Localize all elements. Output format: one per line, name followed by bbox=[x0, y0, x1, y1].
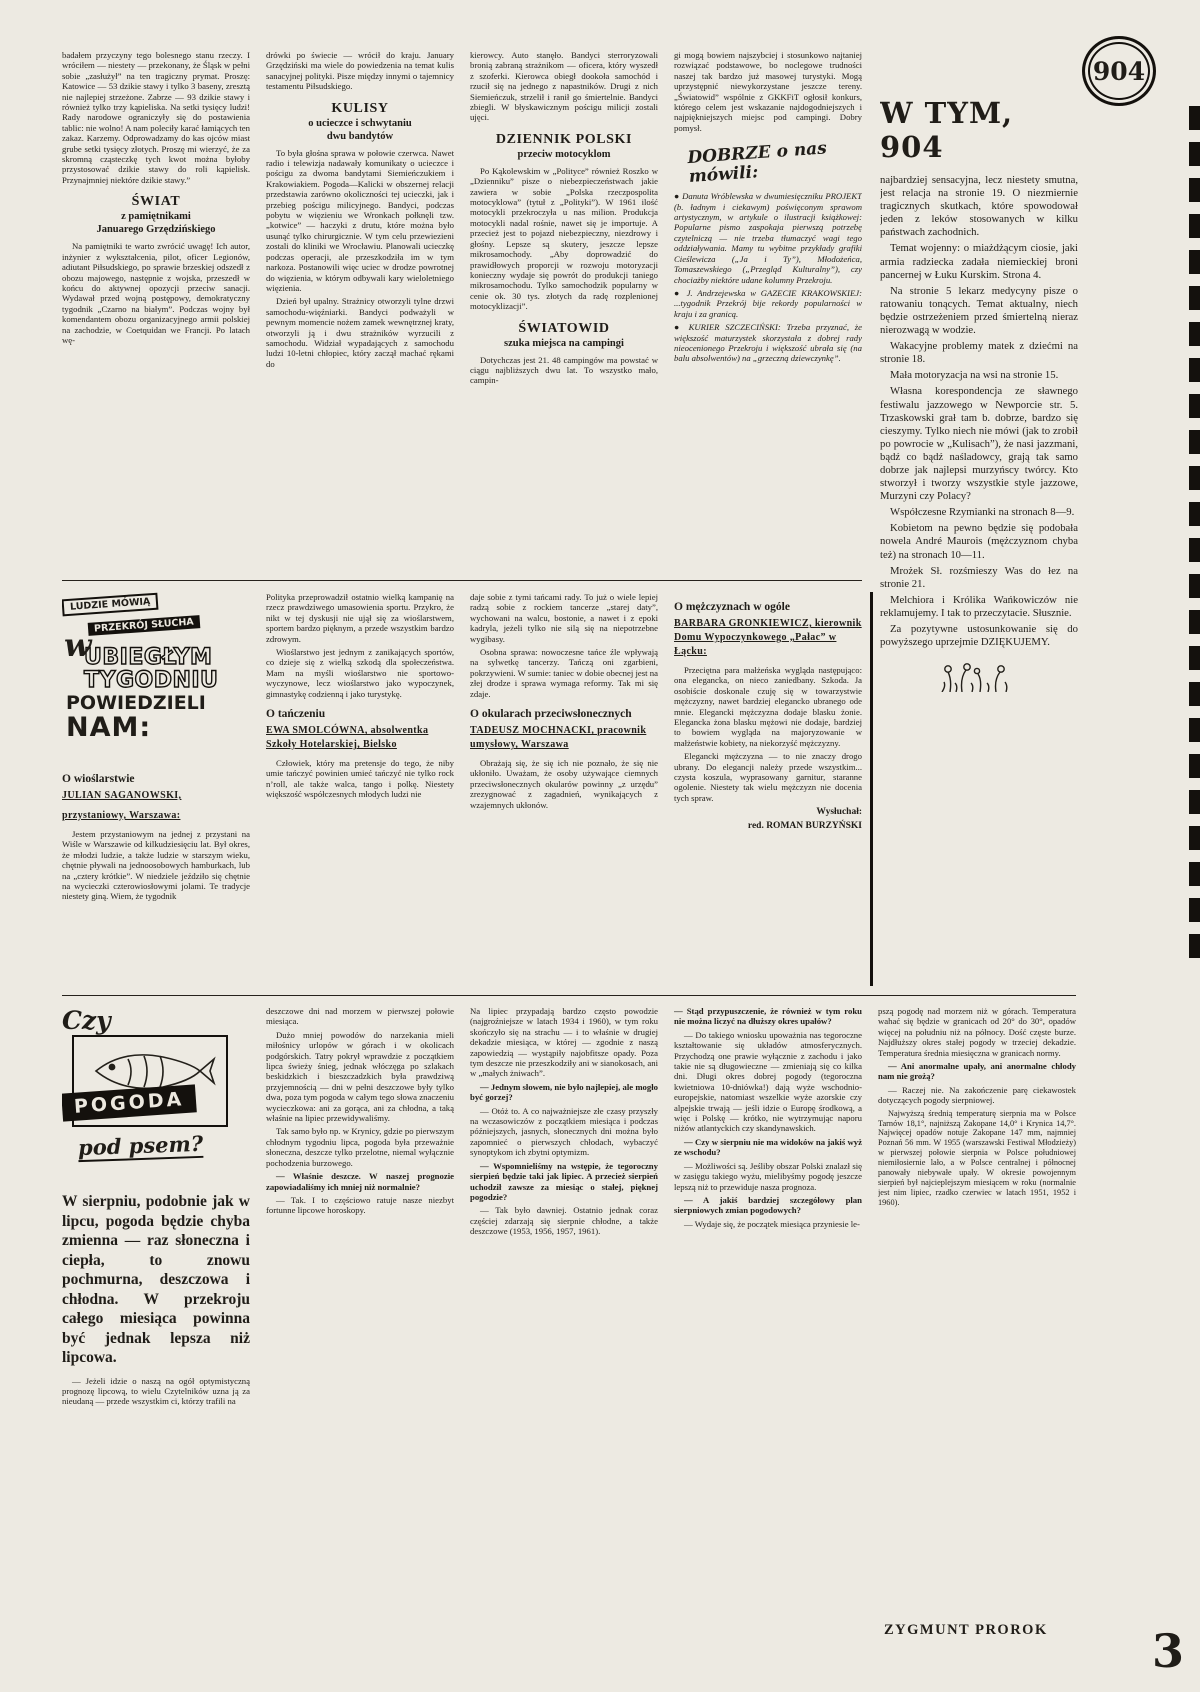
signature-line: Wysłuchał: bbox=[816, 807, 862, 818]
pogoda-czy-label: Czy bbox=[62, 1006, 111, 1035]
paragraph: Dzień był upalny. Strażnicy otworzyli tylne drzwi samochodu-więźniarki. Bandyci podważyli w pewnym momencie nożem zamek wewnętrznej kraty, otworzyli ją i dwu strażników wyrzucili z samochodu. Widział wypadających z samochodu ludzi 10-letni chłopiec, który zaczął machać rękami do bbox=[266, 296, 454, 369]
top-column-1 bbox=[62, 50, 250, 578]
pogoda-logo bbox=[62, 1006, 250, 1184]
top-column-4 bbox=[674, 50, 862, 578]
section-divider-top bbox=[62, 580, 862, 581]
weather-column-1 bbox=[62, 1006, 250, 1646]
question-paragraph: — A jakiś bardziej szczegółowy plan sierpniowych zmian pogodowych? bbox=[674, 1194, 862, 1216]
pogoda-title: POGODA bbox=[62, 1084, 197, 1121]
interviews-column-3 bbox=[470, 592, 658, 988]
weather-column-2 bbox=[266, 1006, 454, 1646]
paragraph: najbardziej sensacyjna, lecz niestety smutna, jest relacja na stronie 19. O niezmiernie tragicznych skutkach, które spowodował jeden z leków stosowanych w kilku państwach zachodnich. bbox=[880, 174, 1078, 239]
quote-paragraph: ● KURIER SZCZECIŃSKI: Trzeba przyznać, że większość maturzystek skorzystała z dobrej rady nieocenionego Przekroju i większość ubrała się (na balu absolwentów) na „grzeczną dziewczynkę”. bbox=[674, 322, 862, 364]
pogoda-frame bbox=[72, 1035, 228, 1127]
pod-psem-label: pod psem? bbox=[77, 1130, 204, 1161]
interview-person: EWA SMOLCÓWNA, absolwentka Szkoły Hotelarskiej, Bielsko bbox=[266, 725, 429, 751]
weather-column-4 bbox=[674, 1006, 862, 1646]
paragraph: Mała motoryzacja na wsi na stronie 15. bbox=[890, 369, 1059, 382]
issue-number-badge: 904 bbox=[1082, 36, 1156, 106]
interview-person: TADEUSZ MOCHNACKI, pracownik umysłowy, Warszawa bbox=[470, 725, 647, 751]
page-number: 3 bbox=[1151, 1624, 1184, 1678]
section-heading: KULISY bbox=[331, 100, 389, 116]
paragraph: drówki po świecie — wrócił do kraju. January Grzędziński ma wiele do powiedzenia na temat kulis sanacyjnej polityki. Pisze między innymi o tajemnicy testamentu Piłsudskiego. bbox=[266, 50, 454, 92]
scan-artifact-strip bbox=[1189, 106, 1200, 962]
ludzie-mowia-logo bbox=[62, 592, 250, 764]
interviews-column-4 bbox=[674, 592, 862, 988]
flowers-doodle bbox=[940, 658, 1010, 692]
section-heading: ŚWIATOWID bbox=[518, 320, 610, 336]
paragraph: Wakacyjne problemy matek z dziećmi na stronie 18. bbox=[880, 340, 1078, 366]
section-subheading: o ucieczce i schwytaniu bbox=[308, 117, 412, 129]
author-signature: ZYGMUNT PROROK bbox=[884, 1622, 1048, 1638]
question-paragraph: — Ani anormalne upały, ani anormalne chłody nam nie grożą? bbox=[878, 1061, 1076, 1082]
wtym-headline: W TYM, 904 bbox=[880, 96, 1014, 164]
paragraph: — Wydaje się, że początek miesiąca przyniesie le- bbox=[684, 1218, 860, 1229]
paragraph: Obrażają się, że się ich nie poznało, że się nie ukłoniło. Uważam, że osoby używające ciemnych przeciwsłonecznych okularów powinny „z urzędu” zrezygnować z zagadnień, wynikających z wzajemnych ukłonów. bbox=[470, 758, 658, 810]
lead-paragraph: W sierpniu, podobnie jak w lipcu, pogoda będzie chyba zmienna — raz słoneczna i ciepła, to znowu pochmurna, deszczowa i chłodna. W przekroju całego miesiąca powinna być jednak lepsza niż lipcowa. bbox=[62, 1193, 250, 1366]
logo-line-tygodniu: TYGODNIU bbox=[84, 668, 219, 693]
paragraph: — Raczej nie. Na zakończenie parę ciekawostek dotyczących pogody sierpniowej. bbox=[878, 1084, 1076, 1106]
weather-section bbox=[62, 1006, 1076, 1646]
section-subheading: Januarego Grzędzińskiego bbox=[96, 224, 216, 236]
paragraph: Mrożek Sł. rozśmieszy Was do łez na stronie 21. bbox=[880, 564, 1078, 590]
paragraph: Przeciętna para małżeńska wygląda następująco: ona elegancka, on nieco zaniedbany. Szkoda. Ja osobiście doskonale czuję się w towarzystwie mężczyzny, nawet bardziej elegancko ubranego ode mnie. Elegancki mężczyzna dodaje blasku żonie. Elegancka żona blasku mężowi nie dodaje, bardziej to bowiem wygląda na majoryzowanie w małżeństwie kobiety, na niekorzyść mężczyzny. bbox=[674, 665, 862, 748]
section-subheading: przeciw motocyklom bbox=[517, 148, 611, 160]
weather-column-3 bbox=[470, 1006, 658, 1646]
ludzie-mowia-tag: LUDZIE MÓWIĄ bbox=[62, 593, 159, 617]
paragraph: Współczesne Rzymianki na stronach 8—9. bbox=[890, 506, 1075, 519]
section-divider-bottom bbox=[62, 995, 1076, 996]
paragraph: deszczowe dni nad morzem w pierwszej połowie miesiąca. bbox=[266, 1006, 454, 1027]
paragraph: Osobna sprawa: nowoczesne tańce źle wpływają na sylwetkę tancerzy. Tańczą oni zgarbieni, pokrzywieni. W sumie: taniec w dobie obecnej jest na złej drodze i sprawa wymaga reformy. Tak mi się zdaje. bbox=[470, 647, 658, 699]
question-paragraph: — Stąd przypuszczenie, że również w tym roku nie można liczyć na dłuższy okres upałów? bbox=[674, 1006, 862, 1027]
paragraph: Dotychczas jest 21. 48 campingów ma powstać w ciągu najbliższych dwu lat. To wszystko mało, campin- bbox=[470, 354, 658, 386]
paragraph: Jestem przystaniowym na jednej z przystani na Wiśle w Warszawie od kilkudziesięciu lat. Był okres, że młodzi ludzie, a także ludzie w starszym wieku, chętnie pływali na jednoosobowych hamburkach, lub na „cztery krótkie”. W niedziele jeździło się chętnie na wycieczki czterowiosłowymi jolami. Te tradycje niestety giną. Wiem, że tygodnik bbox=[62, 829, 250, 902]
section-heading: ŚWIAT bbox=[131, 194, 181, 210]
logo-w-letter: w bbox=[64, 626, 92, 664]
paragraph: — Jeżeli idzie o naszą na ogół optymistyczną prognozę lipcową, to wielu Czytelników uzna ją za nieudaną — przede wszystkim ci, którzy trafili na bbox=[62, 1375, 250, 1407]
question-paragraph: — Właśnie deszcze. W naszej prognozie zapowiadaliśmy ich mniej niż normalnie? bbox=[266, 1171, 454, 1192]
question-paragraph: — Czy w sierpniu nie ma widoków na jakiś wyż ze wschodu? bbox=[674, 1136, 862, 1158]
paragraph: Temat wojenny: o miażdżącym ciosie, jaki armia radziecka zadała niemieckiej broni pancernej w Łuku Kurskim. Strona 4. bbox=[880, 242, 1078, 281]
quote-paragraph: ● Danuta Wróblewska w dwumiesięczniku PROJEKT (b. ładnym i ciekawym) poświęconym sprawom artystycznym, w artykule o ilustracji książkowej: Popularne pismo zaspokaja pierwszą potrzebę czytelniczą — nie trzeba tłumaczyć wagi tego oddziaływania. Mamy tu wybitne przykłady grafiki Cieślewicza („Ja i Ty”), Młodożeńca, Tomaszewskiego („Przegląd Kulturalny”), czy chociażby niektóre udane kolumny Przekroju. bbox=[674, 191, 862, 285]
paragraph: gi mogą bowiem najszybciej i stosunkowo najtaniej rozwiązać podstawowe, bo noclegowe trudności naszej tak bardzo już masowej turystyki. Mogą uprzystępnić niewykorzystane jeszcze tereny. „Światowid” wspólnie z GKKFiT ogłosił konkurs, którego celem jest wskazanie najdogodniejszych i najpiękniejszych miejsc pod campingi. Dobry pomysł. bbox=[674, 50, 862, 133]
paragraph: Elegancki mężczyzna — to nie znaczy drogo ubrany. Do elegancji należy przede wszystkim... czysta koszula, wyprasowany garnitur, staranne ogolenie. Niestety tak wielu mężczyzn nie docenia tych spraw. bbox=[674, 751, 862, 803]
paragraph: pszą pogodę nad morzem niż w górach. Temperatura wahać się będzie w granicach od 20° do 30°, opadów więcej na południu niż na północy. Dość częste burze. Najdłuższy okres stałej pogody w trzeciej dekadzie. Temperatura średnia miesięczna w granicach normy. bbox=[878, 1006, 1076, 1058]
interview-wioslarstwo bbox=[62, 773, 250, 902]
paragraph: Człowiek, który ma pretensje do tego, że niby umie tańczyć powinien umieć tańczyć nie tylko rock n’roll, ale także walca, tango i polkę. Niestety większość współczesnych młodych ludzi nie bbox=[266, 758, 454, 800]
wtym-column bbox=[880, 96, 1078, 976]
logo-line-ubieglym: UBIEGŁYM bbox=[84, 645, 213, 670]
paragraph: — Do takiego wniosku upoważnia nas tegoroczne kształtowanie się układów atmosferycznych. Przychodzą one prawie wyłącznie z zachodu i jako takie nie są długowieczne — zmieniają się co kilka dni. Długi okres dobrej pogody (tegoroczna kwietniowa 10-dniówka!) dają wyże wschodnio-europejskie, natomiast wszelkie wyże azorskie czy alpejskie trwają — jeśli idzie o Europę środkową, a więc i Polskę — krótko, nie wytrzymując naporu niżów atlantyckich czy skandynawskich. bbox=[674, 1029, 862, 1134]
section-subheading: dwu bandytów bbox=[326, 130, 394, 142]
question-paragraph: — Jednym słowem, nie było najlepiej, ale mogło być gorzej? bbox=[470, 1081, 658, 1103]
paragraph: Tak samo było np. w Krynicy, gdzie po pierwszym chłodnym tygodniu lipca, pogoda była przeważnie słoneczna, deszcze tylko przelotne, niemal wyłącznie pochodzenia burzowego. bbox=[266, 1126, 454, 1168]
logo-line-nam: NAM: bbox=[66, 712, 152, 743]
wtym-body bbox=[880, 174, 1078, 649]
paragraph: — Tak było dawniej. Ostatnio jednak coraz częściej zdarzają się sierpnie chłodne, a także deszczowe (1953, 1956, 1957, 1961). bbox=[470, 1205, 658, 1237]
paragraph: Na stronie 5 lekarz medycyny pisze o ratowaniu tonących. Temat aktualny, niech będzie ostrzeżeniem przed śmiertelną nieraz nierozwagą w wodzie. bbox=[880, 284, 1078, 337]
question-paragraph: — Wspomnieliśmy na wstępie, że tegoroczny sierpień będzie taki jak lipiec. A przecież sierpień uchodził zawsze za miesiąc o stałej, pięknej pogodzie? bbox=[470, 1160, 658, 1202]
paragraph: Wioślarstwo jest jednym z zanikających sportów, co dzieje się z wielką szkodą dla społeczeństwa. Mam na myśli wioślarstwo nie sportowo-wyczynowe, lecz wioślarstwo jako wypoczynek, gimnastykę codzienną i jako turystykę. bbox=[266, 647, 454, 699]
paragraph: — Możliwości są. Jeśliby obszar Polski znalazł się w zasięgu takiego wyżu, mielibyśmy pogodę jeszcze lepszą niż to przewiduje nasza prognoza. bbox=[674, 1160, 862, 1192]
paragraph: To była głośna sprawa w połowie czerwca. Nawet radio i telewizja nadawały komunikaty o ucieczce i pościgu za dwoma bandytami Siemieńczukiem i Krakowiakiem. Pogoda—Kalicki w obszernej relacji przedstawia zarówno okoliczności tej ucieczki, jak i przebieg pościgu milicyjnego. Bandyci, podczas pobytu w więzieniu we Wronkach połknęli tzw. „kotwice” — haczyki z drutu, które można było usunąć tylko chirurgicznie. W tym celu przewiezieni zostali do kliniki we Wrocławiu. Planowali ucieczkę podczas operacji, ale przeszkodziła im w tym narkoza. Postanowili więc uciec w drodze powrotnej do więzienia, w którym odbywali kary wieloletniego więzienia. bbox=[266, 147, 454, 293]
interview-person: JULIAN SAGANOWSKI, bbox=[62, 790, 182, 801]
weather-intro bbox=[62, 1192, 250, 1407]
handwritten-heading: DOBRZE o nas mówili: bbox=[686, 138, 828, 188]
paragraph: Własna korespondencja ze sławnego festiwalu jazzowego w Newporcie str. 5. Trzaskowski grał tam b. dobrze, bardzo się cieszymy. Tylko niech nie mówi (jak to zrobił po powrocie w „Kulisach”), że nasi jazzmani, bądź co bądź naśladowcy, grają tak samo dobrze jak najlepsi murzyńscy twórcy. Kto stworzył i tworzy wszystkie style jazzowe, Murzyni czy Polacy? bbox=[880, 385, 1078, 503]
quote-paragraph: ● J. Andrzejewska w GAZECIE KRAKOWSKIEJ: ...tygodnik Przekrój bije rekordy popularności w kraju i za granicą. bbox=[674, 287, 862, 319]
paragraph: Na lipiec przypadają bardzo często powodzie (najgroźniejsze w latach 1934 i 1960), w tym roku skończyło się na strachu — i to właśnie w drugiej dekadzie miesiąca, w której — zgodnie z naszą zapowiedzią — wystąpiły najobfitsze opady. Poza tym deszcze nie przeszkodziły ani w sianokosach, ani w „małych żniwach”. bbox=[470, 1006, 658, 1079]
przekroj-slucha-tag: PRZEKRÓJ SŁUCHA bbox=[88, 615, 200, 636]
paragraph: — Otóż to. A co najważniejsze złe czasy przyszły na wczasowiczów z początkiem miesiąca i podczas późniejszych, jasnych, słonecznych dni można było zapomnieć o pierwszych chłodach, wybaczyć synoptykom ich zbytni optymizm. bbox=[470, 1105, 658, 1158]
interview-topic: O mężczyznach w ogóle bbox=[674, 601, 790, 613]
top-column-2 bbox=[266, 50, 454, 578]
vertical-divider bbox=[870, 592, 873, 986]
paragraph: Kobietom na pewno będzie się podobała nowela André Maurois (mężczyznom chyba też) na stronach 10—11. bbox=[880, 522, 1078, 561]
interviews-section bbox=[62, 592, 862, 988]
interview-person: BARBARA GRONKIEWICZ, kierownik Domu Wypoczynkowego „Pałac” w Łącku: bbox=[674, 618, 862, 657]
interview-topic: O wioślarstwie bbox=[62, 773, 135, 785]
paragraph: Na pamiętniki te warto zwrócić uwagę! Ich autor, inżynier z wykształcenia, pilot, oficer Legionów, adiutant Piłsudskiego, po sprawie brzeskiej odszedł z obozu majowego, następnie z wojska, przeszedł w końcu do aktywnej opozycji przeciw sanacji. Wydawał przed wojną postępowy, demokratyczny tygodnik „Czarno na białym”. Podczas wojny był komendantem obozu organizacyjnego armii polskiej na zachodzie, w Coetquidan we Francji. Po latach wę- bbox=[62, 241, 250, 345]
signature-line: red. ROMAN BURZYŃSKI bbox=[747, 821, 862, 832]
top-section bbox=[62, 50, 862, 578]
paragraph: Melchiora i Królika Wańkowiczów nie reklamujemy. I tak to przeczytacie. Słusznie. bbox=[880, 593, 1078, 619]
top-column-3 bbox=[470, 50, 658, 578]
paragraph: daje sobie z tymi tańcami rady. To już o wiele lepiej radzą sobie z rockiem tancerze „starej daty”, wychowani na walcu, bostonie, a nawet i z epoki kadryla, jeżeli tylko nie silą się na niepotrzebne wygibasy. bbox=[470, 592, 658, 644]
section-subheading: szuka miejsca na campingi bbox=[504, 337, 624, 349]
paragraph: kierowcy. Auto stanęło. Bandyci sterroryzowali bronią zabraną strażnikom — oficera, który wyszedł z szoferki. Kierowca obiegł dookoła samochód i rzucił się na jednego z napastników. Drugi z nich Siemieńczuk, strzelił i ranił go śmiertelnie. Bandyci zbiegli. W błyskawicznym pościgu milicji zostali ujęci. bbox=[470, 50, 658, 123]
interview-topic: O okularach przeciwsłonecznych bbox=[470, 708, 632, 721]
interviews-column-1 bbox=[62, 592, 250, 988]
paragraph: Dużo mniej powodów do narzekania mieli miłośnicy urlopów w górach i w okolicach podgórskich. Tatry pokrył wprawdzie z początkiem lipca świeży śnieg, jednak włóczęga po szlakach beskidzkich i bieszczadzkich była prawdziwą przyjemnością — dni w pełni deszczowe były tylko dwa, poza tym pogoda w całym tego słowa znaczeniu wycieczkowa: ani za gorąca, ani za chłodna, a taką właśnie na lipiec przewidywaliśmy. bbox=[266, 1029, 454, 1124]
paragraph: — Tak. I to częściowo ratuje nasze niezbyt fortunne lipcowe horoskopy. bbox=[266, 1194, 454, 1216]
section-subheading: z pamiętnikami bbox=[121, 211, 191, 223]
paragraph: Za pozytywne ustosunkowanie się do powyższego uprzejmie DZIĘKUJEMY. bbox=[880, 623, 1078, 649]
stats-paragraph: Najwyższą średnią temperaturę sierpnia ma w Polsce Tarnów 18,1°, najniższą Zakopane 14,0° i Krynica 14,7°. Najwięcej opadów notuje Zakopane 147 mm, najmniej Poznań 56 mm. W 1955 (warszawski Festiwal Młodzieży) w pierwszej połowie sierpnia w Polsce południowej niemiłosiernie lało, a w Polsce centralnej i północnej panowały niebywałe upały. W okresie powojennym sierpień był najcieplejszym miesiącem w roku (normalnie jest nim lipiec, rzadko czerwiec w latach 1951, 1952 i 1960). bbox=[878, 1108, 1076, 1207]
paragraph: badałem przyczyny tego bolesnego stanu rzeczy. I wróciłem — niestety — przekonany, że Śląsk w pełni sobie „zasłużył” na ten tragiczny prymat. Proszę: Katowice — 53 dzikie stawy i tylko 3 baseny, zresztą nie najlepiej strzeżone. Zabrze — 93 dzikie stawy i również tylko trzy kąpieliska. Na setki tysięcy ludzi! Rady narodowe ograniczyły się do postawienia tablic: nie wolno! A nam poleciły karać łamiących ten zakaz. Karzemy. Odprowadzamy do kas ojców miast grube setki tysięcy złotych. Proszę mi wierzyć, że za skromną cząsteczkę tych kwot można byłoby przystosować dzikie stawy do roli kąpielisk. Przynajmniej niektóre dzikie stawy.” bbox=[62, 50, 250, 185]
interview-topic: O tańczeniu bbox=[266, 708, 326, 721]
interviews-column-2 bbox=[266, 592, 454, 988]
section-heading: DZIENNIK POLSKI bbox=[495, 131, 633, 147]
logo-line-powiedzieli: POWIEDZIELI bbox=[66, 692, 206, 714]
paragraph: Polityka przeprowadził ostatnio wielką kampanię na rzecz prawdziwego umasowienia sportu. Przykro, że nikt w tej dyskusji nie ujął się za wioślarstwem, sportem bardzo pięknym, a przede wszystkim bardzo zdrowym. bbox=[266, 592, 454, 644]
weather-column-5 bbox=[878, 1006, 1076, 1646]
paragraph: Po Kąkolewskim w „Polityce” również Roszko w „Dzienniku” pisze o niebezpieczeństwach jakie zawiera w sobie „Polska rzeczpospolita motocyklowa” (tytuł z „Polityki”). W 1961 ilość motocykli przekroczyła u nas milion. Produkcja motocykli nadal rośnie, nawet się je importuje. A przecież jest to pojazd niebezpieczny, niezdrowy i głośny. Lepsze są skutery, jeszcze lepsze mikrosamochody. „Aby doprowadzić do prawidłowych proporcji w rozwoju motoryzacji konieczny wydaje się powrót do produkcji taniego mikrosamochodu. Tylko samochodzik popularny w cenie ok. 30 tys. złotych da radę rozplenionej motocyklizacji”. bbox=[470, 165, 658, 312]
interview-person: przystaniowy, Warszawa: bbox=[62, 810, 181, 821]
